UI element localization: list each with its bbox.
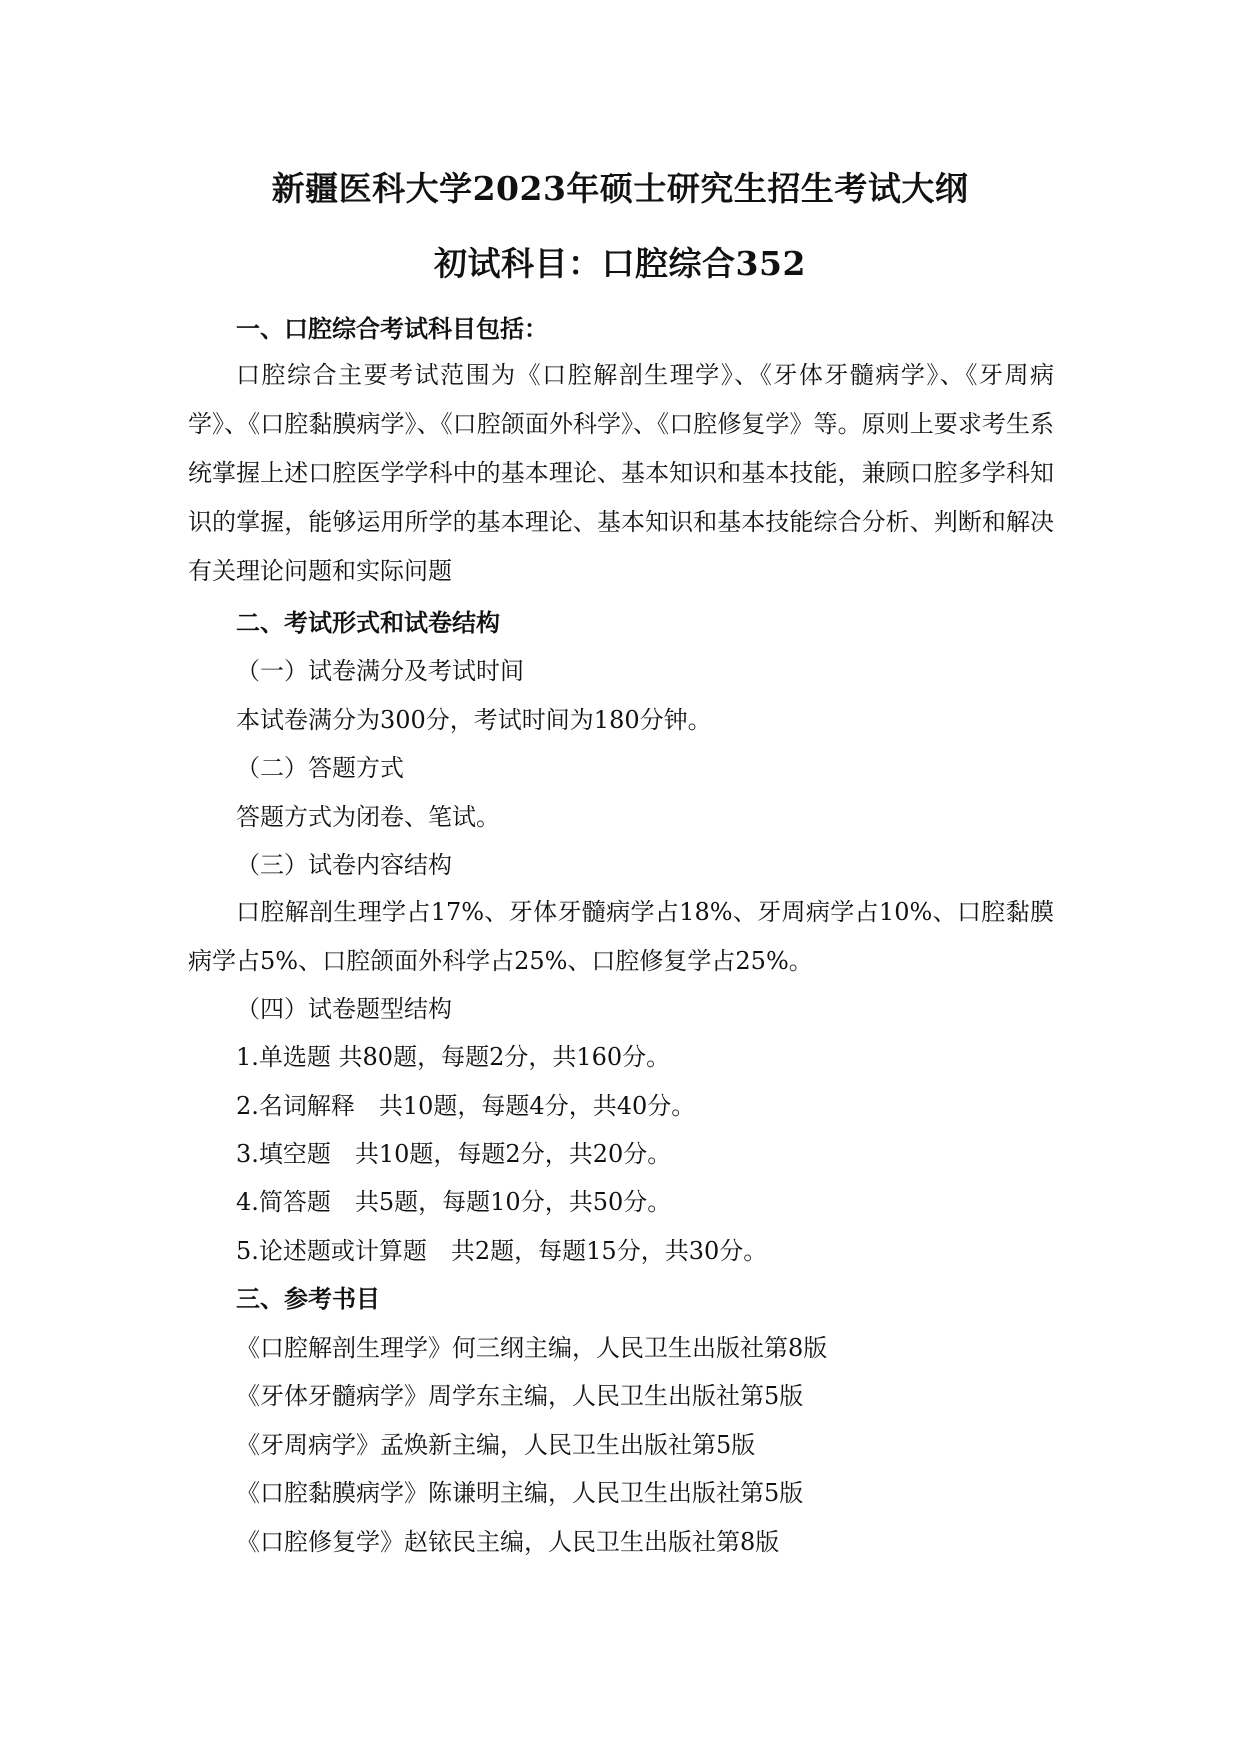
subsection-3-body: 口腔解剖生理学占17%、牙体牙髓病学占18%、牙周病学占10%、口腔黏膜病学占5%、口腔颌面外科学占25%、口腔修复学占25%。	[188, 898, 1054, 975]
subsection-3-heading: （三）试卷内容结构	[236, 851, 452, 879]
subsection-1-heading: （一）试卷满分及考试时间	[236, 657, 524, 685]
question-type-item: 3.填空题 共10题，每题2分，共20分。	[236, 1140, 672, 1168]
reference-book-item: 《牙体牙髓病学》周学东主编，人民卫生出版社第5版	[236, 1382, 804, 1410]
question-type-item: 4.简答题 共5题，每题10分，共50分。	[236, 1188, 672, 1216]
subsection-1-body: 本试卷满分为300分，考试时间为180分钟。	[236, 706, 712, 734]
reference-book-item: 《口腔修复学》赵铱民主编，人民卫生出版社第8版	[236, 1528, 780, 1556]
subsection-2-body: 答题方式为闭卷、笔试。	[236, 803, 500, 831]
document-title: 新疆医科大学2023年硕士研究生招生考试大纲	[271, 169, 969, 208]
reference-book-item: 《口腔黏膜病学》陈谦明主编，人民卫生出版社第5版	[236, 1479, 804, 1507]
section-3-heading: 三、参考书目	[236, 1284, 380, 1313]
section-2-heading: 二、考试形式和试卷结构	[236, 608, 500, 637]
subsection-2-heading: （二）答题方式	[236, 754, 404, 782]
question-type-item: 2.名词解释 共10题，每题4分，共40分。	[236, 1092, 696, 1120]
section-1-body: 口腔综合主要考试范围为《口腔解剖生理学》、《牙体牙髓病学》、《牙周病学》、《口腔黏膜病学》、《口腔颌面外科学》、《口腔修复学》等。原则上要求考生系统掌握上述口腔医学学科中的基本理论、基本知识和基本技能，兼顾口腔多学科知识的掌握，能够运用所学的基本理论、基本知识和基本技能综合分析、判断和解决有关理论问题和实际问题	[188, 361, 1054, 585]
reference-book-item: 《牙周病学》孟焕新主编，人民卫生出版社第5版	[236, 1431, 756, 1459]
question-type-item: 1.单选题 共80题，每题2分，共160分。	[236, 1043, 671, 1071]
question-type-item: 5.论述题或计算题 共2题，每题15分，共30分。	[236, 1237, 768, 1265]
reference-book-item: 《口腔解剖生理学》何三纲主编，人民卫生出版社第8版	[236, 1334, 828, 1362]
subsection-4-heading: （四）试卷题型结构	[236, 995, 452, 1023]
section-1-heading: 一、口腔综合考试科目包括：	[236, 314, 548, 343]
document-subtitle: 初试科目：口腔综合352	[434, 244, 806, 283]
